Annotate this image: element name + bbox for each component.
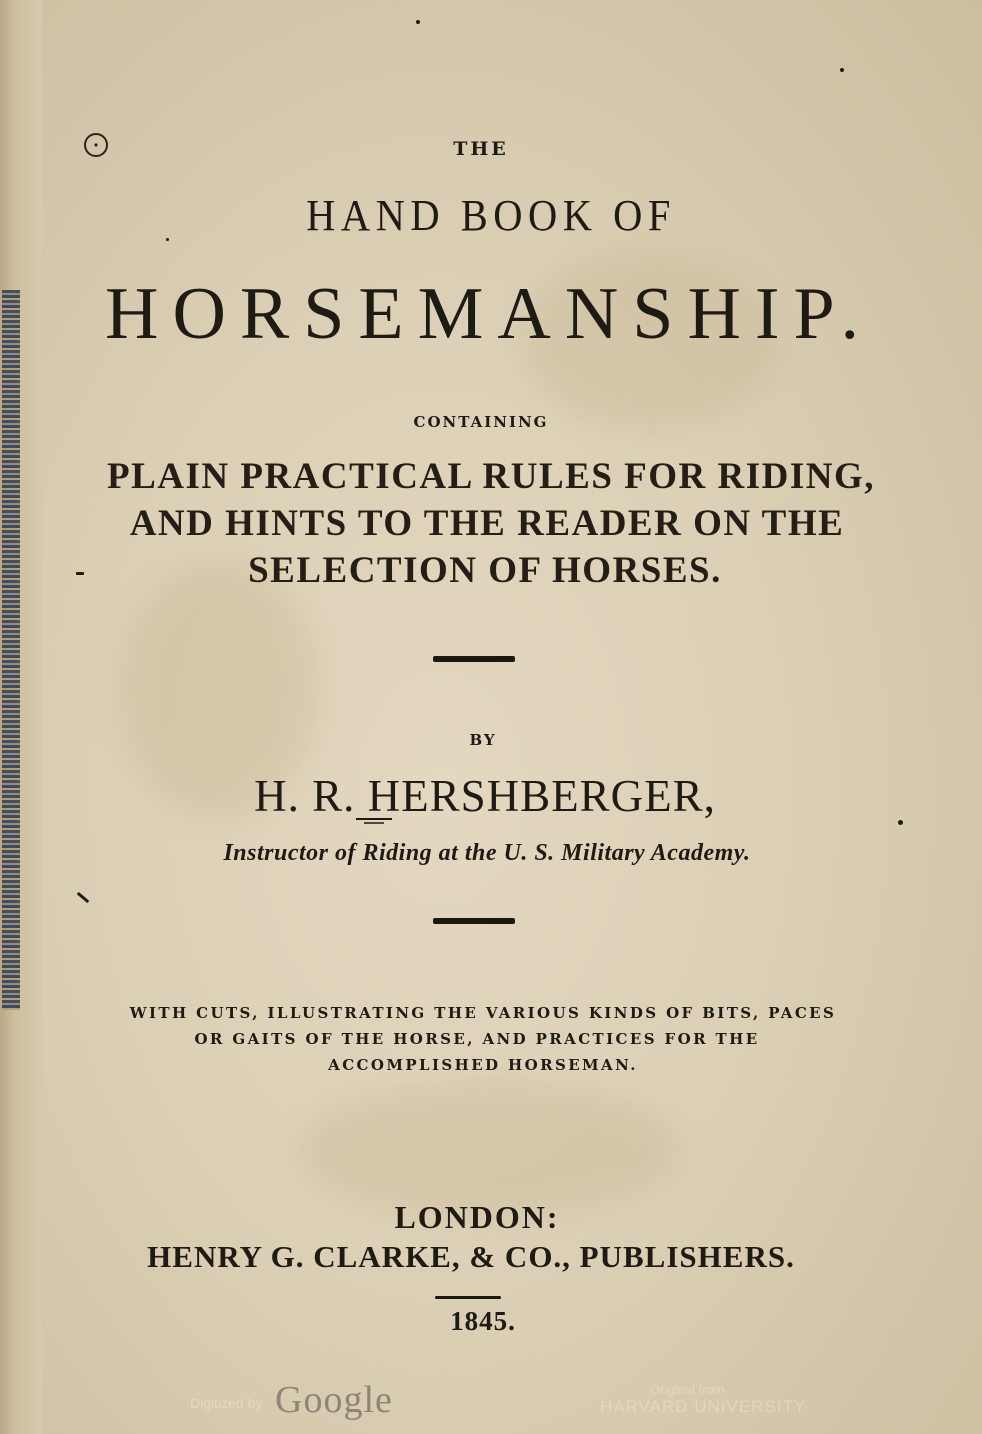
page-title: HORSEMANSHIP. xyxy=(105,273,873,355)
binding-threads xyxy=(2,290,20,1010)
digitized-by-label: Digitized by xyxy=(190,1395,263,1411)
containing-label: CONTAINING xyxy=(413,413,549,431)
flourish-ornament-icon xyxy=(354,816,394,826)
illustrations-note-line: OR GAITS OF THE HORSE, AND PRACTICES FOR THE xyxy=(194,1030,760,1048)
title-the: THE xyxy=(453,138,509,160)
ink-speck xyxy=(416,20,420,24)
imprint-publisher: HENRY G. CLARKE, & CO., PUBLISHERS. xyxy=(147,1239,795,1274)
google-logo: Google xyxy=(275,1379,393,1421)
ink-speck xyxy=(898,820,903,825)
author-title: Instructor of Riding at the U. S. Military Academy. xyxy=(223,840,751,866)
ink-speck xyxy=(77,892,90,903)
illustrations-note-line: ACCOMPLISHED HORSEMAN. xyxy=(328,1056,638,1074)
original-from-label: Original from xyxy=(650,1382,725,1397)
divider-rule xyxy=(435,1296,501,1299)
imprint-place: LONDON: xyxy=(394,1199,560,1235)
illustrations-note-line: WITH CUTS, ILLUSTRATING THE VARIOUS KINDS OF BITS, PACES xyxy=(129,1004,837,1022)
imprint-year: 1845. xyxy=(450,1306,516,1336)
divider-rule xyxy=(433,918,515,924)
author-name: H. R. HERSHBERGER, xyxy=(254,771,716,821)
subtitle-line: AND HINTS TO THE READER ON THE xyxy=(129,503,845,544)
subtitle-line: SELECTION OF HORSES. xyxy=(248,550,722,591)
ink-speck xyxy=(840,68,844,72)
ink-speck xyxy=(166,238,169,241)
divider-rule xyxy=(433,656,515,662)
title-hand-book-of: HAND BOOK OF xyxy=(306,191,676,240)
ink-speck xyxy=(76,572,84,575)
subtitle-line: PLAIN PRACTICAL RULES FOR RIDING, xyxy=(106,456,875,497)
library-name: HARVARD UNIVERSITY xyxy=(600,1397,807,1416)
by-label: BY xyxy=(469,731,497,749)
